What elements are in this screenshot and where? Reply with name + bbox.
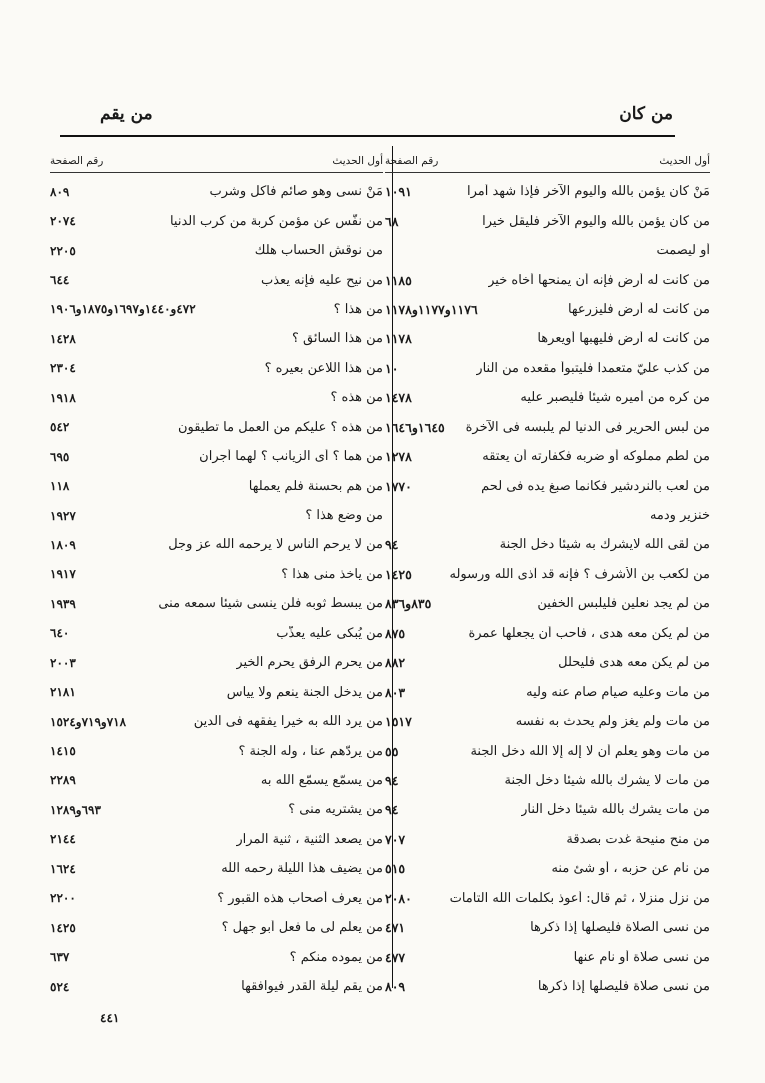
hadith-text: من يموده منكم ؟ xyxy=(289,949,383,965)
page-reference: ٩٤ xyxy=(385,537,399,553)
index-entry xyxy=(385,530,710,559)
running-head-right: من كان xyxy=(619,104,673,124)
page-reference: ٨٣٥و٨٣٦ xyxy=(385,596,432,612)
page-reference: ٥٢٤ xyxy=(50,979,70,994)
hadith-text: من كان يؤمن بالله واليوم الآخر فليقل خيرا xyxy=(482,213,710,229)
index-entry xyxy=(50,942,383,971)
page-reference: ٥٥ xyxy=(385,743,399,759)
page-reference: ٦٣٧ xyxy=(50,950,70,965)
hadith-text: من نوقش الحساب هلك xyxy=(254,243,383,259)
page-reference: ٢١٤٤ xyxy=(50,832,76,847)
index-entry xyxy=(385,766,710,795)
hadith-text: من يصعد الثنية ، ثنية المرار xyxy=(236,831,383,847)
page-reference: ٧٠٧ xyxy=(385,831,406,847)
page-reference: ٦٩٣و١٢٨٩ xyxy=(50,802,101,817)
page-reference: ٢٠٠٣ xyxy=(50,655,76,670)
hadith-text: من لبس الحرير فى الدنيا لم يلبسه فى الآخرة xyxy=(465,419,710,435)
hadith-text: من يحرم الرفق يحرم الخير xyxy=(236,655,383,671)
hadith-text: من مات ولم يغز ولم يحدث به نفسه xyxy=(515,714,710,730)
index-entry xyxy=(385,913,710,942)
hadith-text: من يبسط ثوبه فلن ينسى شيئا سمعه منى xyxy=(158,596,383,612)
index-entry xyxy=(385,295,710,324)
hadith-text: من لم يجد نعلين فليلبس الخفين xyxy=(537,596,710,612)
index-entry xyxy=(50,766,383,795)
index-entry xyxy=(50,413,383,442)
index-entry xyxy=(50,677,383,706)
page-reference: ٢٣٠٤ xyxy=(50,361,76,376)
page-reference: ٦٤٠ xyxy=(50,626,70,641)
hadith-text: من يعلم لى ما فعل أبو جهل ؟ xyxy=(221,920,383,936)
index-entry xyxy=(385,884,710,913)
hadith-text: من نام عن حزبه ، أو شئ منه xyxy=(551,861,710,877)
hadith-text: من هذا ؟ xyxy=(333,301,383,317)
hadith-text: من لم يكن معه هدى فليحلل xyxy=(558,655,710,671)
index-entry xyxy=(385,560,710,589)
hadith-text: من لعب بالنردشير فكأنما صبغ يده فى لحم xyxy=(481,478,710,494)
page-column-label: رقم الصفحة xyxy=(50,155,104,167)
hadith-text: أو ليصمت xyxy=(656,243,710,259)
hadith-text: من لطم مملوكه أو ضربه فكفارته أن يعتقه xyxy=(482,449,710,465)
left-column-rows xyxy=(50,177,383,1001)
index-entry xyxy=(385,236,710,265)
page-reference: ٨٠٩ xyxy=(385,979,406,995)
hadith-text: من نفّس عن مؤمن كربة من كرب الدنيا xyxy=(169,213,383,229)
right-column-header xyxy=(385,150,710,173)
running-head-left: من يقم xyxy=(100,104,153,124)
page-reference: ٤٧١ xyxy=(385,920,406,936)
index-entry xyxy=(50,795,383,824)
index-entry xyxy=(385,854,710,883)
index-entry xyxy=(50,206,383,235)
page-reference: ١١٧٨ xyxy=(385,331,412,347)
left-column xyxy=(50,150,383,1001)
index-entry xyxy=(385,795,710,824)
page-reference: ١٤٢٨ xyxy=(50,331,76,346)
page-reference: ١٤٢٥ xyxy=(50,920,76,935)
page-reference: ١٠ xyxy=(385,360,399,376)
page-reference: ٢٢٠٠ xyxy=(50,891,76,906)
hadith-column-label: أول الحديث xyxy=(332,155,383,167)
index-entry xyxy=(50,825,383,854)
index-entry xyxy=(50,854,383,883)
index-entry xyxy=(385,825,710,854)
page-reference: ٢٠٧٤ xyxy=(50,214,76,229)
index-entry xyxy=(385,619,710,648)
page-reference: ٩٤ xyxy=(385,772,399,788)
index-entry xyxy=(385,972,710,1001)
index-entry xyxy=(50,295,383,324)
index-entry xyxy=(385,265,710,294)
hadith-text: من كانت له أرض فليزرعها xyxy=(567,301,710,317)
page-reference: ٨٨٢ xyxy=(385,655,406,671)
index-entry xyxy=(50,707,383,736)
hadith-text: مَنْ كان يؤمن بالله واليوم الآخر فإذا شهد أمرا xyxy=(466,184,710,200)
index-entry xyxy=(385,707,710,736)
page-reference: ٦٨ xyxy=(385,213,399,229)
hadith-text: من هما ؟ أى الزيانب ؟ لهما أجران xyxy=(199,449,383,465)
page-reference: ٢٠٨٠ xyxy=(385,890,412,906)
page-reference: ٢١٨١ xyxy=(50,685,76,700)
index-entry xyxy=(50,501,383,530)
page-reference: ٥٤٢ xyxy=(50,420,70,435)
index-entry xyxy=(50,619,383,648)
index-entry xyxy=(50,913,383,942)
index-entry xyxy=(385,501,710,530)
hadith-text: من نسى الصلاة فليصلها إذا ذكرها xyxy=(530,920,710,936)
hadith-text: من نسى صلاة أو نام عنها xyxy=(573,949,710,965)
page-reference: ٧١٨و٧١٩و١٥٢٤ xyxy=(50,714,127,729)
page-reference: ١٥١٧ xyxy=(385,714,412,730)
page-reference: ١٩١٨ xyxy=(50,390,76,405)
index-entry xyxy=(50,442,383,471)
index-entry xyxy=(50,972,383,1001)
index-entry xyxy=(50,884,383,913)
index-entry xyxy=(50,354,383,383)
index-entry xyxy=(50,471,383,500)
hadith-text: من كره من أميره شيئا فليصبر عليه xyxy=(520,390,710,406)
page-reference: ٤٧٢و١٤٤٠و١٦٩٧و١٨٧٥و١٩٠٦ xyxy=(50,302,196,317)
page-column-label: رقم الصفحة xyxy=(385,155,439,167)
index-entry xyxy=(385,677,710,706)
page-reference: ١٦٢٤ xyxy=(50,861,76,876)
hadith-text: من كذب عليّ متعمدا فليتبوأ مقعده من النار xyxy=(476,360,710,376)
page-reference: ٢٢٠٥ xyxy=(50,243,76,258)
hadith-text: من هذه ؟ عليكم من العمل ما تطيقون xyxy=(177,419,383,435)
hadith-text: من لم يكن معه هدى ، فأحب أن يجعلها عمرة xyxy=(468,625,710,641)
index-entry xyxy=(385,383,710,412)
hadith-text: من يعرف أصحاب هذه القبور ؟ xyxy=(217,890,383,906)
hadith-text: من يقم ليلة القدر فيوافقها xyxy=(241,979,383,995)
page-reference: ١٩٣٩ xyxy=(50,596,76,611)
index-entry xyxy=(50,383,383,412)
index-entry xyxy=(50,177,383,206)
hadith-text: من لقى الله لايشرك به شيئا دخل الجنة xyxy=(499,537,710,553)
hadith-text: من وضع هذا ؟ xyxy=(305,508,383,524)
page-reference: ٨٠٩ xyxy=(50,184,70,199)
hadith-column-label: أول الحديث xyxy=(659,155,710,167)
hadith-text: من هذا السائق ؟ xyxy=(291,331,383,347)
hadith-text: من يسمّع يسمّع الله به xyxy=(260,772,383,788)
hadith-text: من كانت له أرض فإنه أن يمنحها أخاه خير xyxy=(488,272,710,288)
page-reference: ٥١٥ xyxy=(385,861,406,877)
page-reference: ١٩١٧ xyxy=(50,567,76,582)
hadith-text: من نزل منزلا ، ثم قال: أعوذ بكلمات الله التامات xyxy=(449,890,710,906)
page-reference: ١٤٧٨ xyxy=(385,390,412,406)
hadith-text: من هذا اللاعن بعيره ؟ xyxy=(264,360,383,376)
page-number: ٤٤١ xyxy=(100,1011,120,1025)
index-entry xyxy=(385,442,710,471)
hadith-text: من لكعب بن الأشرف ؟ فإنه قد آذى الله ورسوله xyxy=(449,566,710,582)
index-entry xyxy=(50,648,383,677)
left-column-header xyxy=(50,150,383,173)
index-entry xyxy=(50,589,383,618)
index-entry xyxy=(385,206,710,235)
index-entry xyxy=(50,560,383,589)
hadith-text: من مات وعليه صيام صام عنه وليه xyxy=(526,684,710,700)
hadith-text: خنزير ودمه xyxy=(649,508,710,524)
hadith-text: مَنْ نسى وهو صائم فأكل وشرب xyxy=(209,184,383,200)
page-reference: ٦٤٤ xyxy=(50,273,70,288)
page-reference: ٨٠٣ xyxy=(385,684,406,700)
page-reference: ١٩٢٧ xyxy=(50,508,76,523)
index-entry xyxy=(385,354,710,383)
page-reference: ١٤٢٥ xyxy=(385,566,412,582)
right-column-rows xyxy=(385,177,710,1001)
hadith-text: من يأخذ منى هذا ؟ xyxy=(281,566,383,582)
hadith-text: من منح منيحة غدت بصدقة xyxy=(566,831,710,847)
hadith-text: من مات يشرك بالله شيئا دخل النار xyxy=(521,802,710,818)
hadith-text: من لا يرحم الناس لا يرحمه الله عز وجل xyxy=(168,537,383,553)
page-reference: ١٤١٥ xyxy=(50,744,76,759)
hadith-text: من يدخل الجنة ينعم ولا ييأس xyxy=(226,684,383,700)
page-reference: ٨٧٥ xyxy=(385,625,406,641)
index-entry xyxy=(50,236,383,265)
page-reference: ١١٨٥ xyxy=(385,272,412,288)
page-reference: ٢٢٨٩ xyxy=(50,773,76,788)
hadith-text: من يرد الله به خيرا يفقهه فى الدين xyxy=(193,714,383,730)
hadith-text: من يضيف هذا الليلة رحمه الله xyxy=(221,861,383,877)
page-reference: ١٦٤٥و١٦٤٦ xyxy=(385,419,445,435)
page-reference: ١١٨ xyxy=(50,479,70,494)
hadith-text: من يُبكى عليه يعذَّب xyxy=(276,625,383,641)
hadith-text: من هم بحسنة فلم يعملها xyxy=(248,478,383,494)
hadith-text: من يشتريه منى ؟ xyxy=(288,802,383,818)
index-entry xyxy=(385,413,710,442)
page-reference: ١٢٧٨ xyxy=(385,449,412,465)
hadith-text: من يردّهم عنا ، وله الجنة ؟ xyxy=(238,743,383,759)
right-column xyxy=(385,150,710,1001)
index-entry xyxy=(385,589,710,618)
hadith-text: من نيح عليه فإنه يعذب xyxy=(261,272,383,288)
index-entry xyxy=(385,736,710,765)
hadith-text: من مات لا يشرك بالله شيئا دخل الجنة xyxy=(504,772,710,788)
page-reference: ١١٧٦و١١٧٧و١١٧٨ xyxy=(385,301,478,317)
hadith-text: من كانت له أرض فليهبها أويعرها xyxy=(537,331,710,347)
page-reference: ١٧٧٠ xyxy=(385,478,412,494)
index-entry xyxy=(385,648,710,677)
index-entry xyxy=(50,265,383,294)
page-reference: ١٨٠٩ xyxy=(50,537,76,552)
index-entry xyxy=(50,736,383,765)
page-reference: ٤٧٧ xyxy=(385,949,406,965)
index-entry xyxy=(385,942,710,971)
index-entry xyxy=(385,324,710,353)
header-rule xyxy=(60,135,675,137)
index-entry xyxy=(50,530,383,559)
page-reference: ٩٤ xyxy=(385,802,399,818)
page-reference: ١٠٩١ xyxy=(385,184,412,200)
hadith-text: من نسى صلاة فليصلها إذا ذكرها xyxy=(537,979,710,995)
index-entry xyxy=(385,471,710,500)
hadith-text: من مات وهو يعلم أن لا إله إلا الله دخل الجنة xyxy=(470,743,710,759)
index-entry xyxy=(50,324,383,353)
page-reference: ٦٩٥ xyxy=(50,449,70,464)
index-entry xyxy=(385,177,710,206)
hadith-text: من هذه ؟ xyxy=(330,390,383,406)
